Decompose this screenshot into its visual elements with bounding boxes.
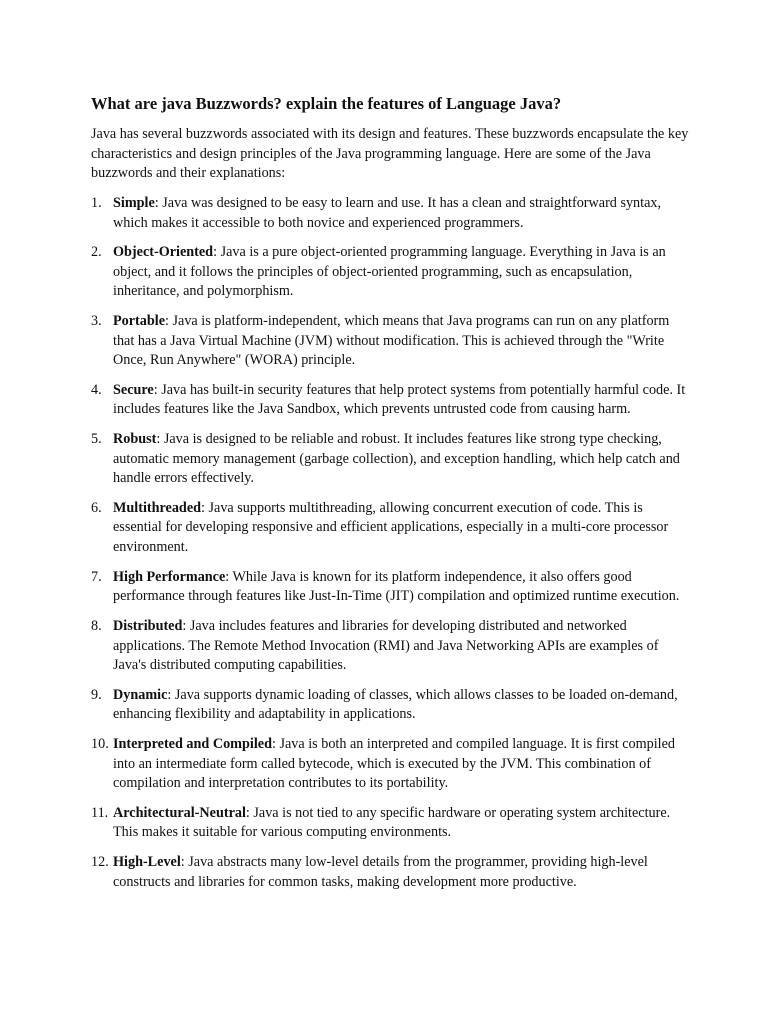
item-description: : Java is designed to be reliable and robust. It includes features like strong type checking, automatic memory management (garbage collection), and exception handling, which help catch and handle errors effectively. [113,431,680,487]
list-item [91,686,691,725]
item-number: 4. [91,381,102,398]
list-item [91,194,691,233]
item-term: High Performance [113,568,226,585]
list-item [91,381,691,420]
item-term: Portable [113,313,166,330]
document-title: What are java Buzzwords? explain the features of Language Java? [91,94,562,113]
item-term: Secure [113,381,154,398]
intro-paragraph: Java has several buzzwords associated with its design and features. These buzzwords encapsulate the key characteristics and design principles of the Java programming language. Here are some of the Java buzzwords and their explanations: [91,126,689,181]
item-number: 11. [91,804,109,821]
item-description: : Java abstracts many low-level details from the programmer, providing high-level constructs and libraries for common tasks, making development more productive. [113,854,648,890]
item-number: 7. [91,568,102,585]
item-number: 1. [91,195,102,211]
item-term: Dynamic [113,686,168,703]
list-item [91,430,691,489]
list-item [91,853,691,892]
item-number: 5. [91,431,102,448]
item-term: High-Level [113,854,181,871]
list-item [91,499,691,558]
item-number: 2. [91,244,102,261]
item-term: Simple [113,195,155,211]
list-item [91,804,691,843]
buzzword-list [91,194,691,903]
item-number: 9. [91,686,102,703]
item-term: Distributed [113,618,183,635]
item-number: 8. [91,618,102,635]
item-number: 3. [91,313,102,330]
item-description: : Java supports multithreading, allowing concurrent execution of code. This is essential for developing responsive and efficient applications, especially in a multi-core processor environment. [113,499,669,555]
item-description: : While Java is known for its platform independence, it also offers good performance through features like Just-In-Time (JIT) compilation and optimized runtime execution. [113,568,680,605]
item-term: Interpreted and Compiled [113,736,272,753]
item-number: 12. [91,854,109,871]
item-description: : Java is not tied to any specific hardware or operating system architecture. This makes it suitable for various computing environments. [113,804,671,841]
item-description: : Java is a pure object-oriented programming language. Everything in Java is an object, and it follows the principles of object-oriented programming, such as encapsulation, inheritance, and polymorphism. [113,244,666,300]
item-term: Architectural-Neutral [113,804,246,821]
item-description: : Java is both an interpreted and compiled language. It is first compiled into an intermediate form called bytecode, which is executed by the JVM. This combination of compilation and interpretation contributes to its portability. [113,736,676,792]
item-description: : Java includes features and libraries for developing distributed and networked applications. The Remote Method Invocation (RMI) and Java Networking APIs are examples of Java's distributed computing capabilities. [113,618,659,674]
item-term: Robust [113,431,157,448]
list-item [91,243,691,302]
item-term: Object-Oriented [113,244,214,261]
item-number: 6. [91,499,102,516]
item-description: : Java has built-in security features that help protect systems from potentially harmful code. It includes features like the Java Sandbox, which prevents untrusted code from causing harm. [113,381,686,418]
list-item [91,735,691,794]
list-item [91,312,691,371]
item-description: : Java supports dynamic loading of classes, which allows classes to be loaded on-demand, enhancing flexibility and adaptability in applications. [113,686,678,723]
list-item [91,568,691,607]
item-term: Multithreaded [113,499,202,516]
item-description: : Java was designed to be easy to learn and use. It has a clean and straightforward syntax, which makes it accessible to both novice and experienced programmers. [113,195,662,231]
item-description: : Java is platform-independent, which means that Java programs can run on any platform that has a Java Virtual Machine (JVM) without modification. This is achieved through the "Write Once, Run Anywhere" (WORA) principle. [113,313,670,369]
list-item [91,617,691,676]
item-number: 10. [91,736,109,753]
